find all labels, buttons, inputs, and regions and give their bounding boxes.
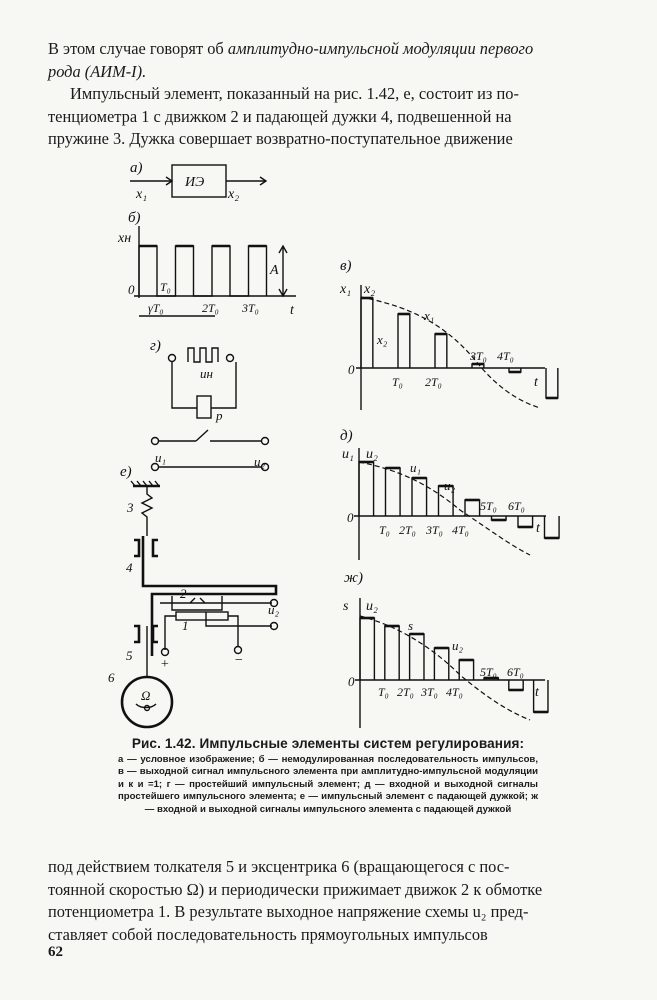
label-e: е)	[120, 464, 132, 480]
e-num-6: 6	[108, 670, 115, 685]
e-num-2: 2	[180, 586, 187, 601]
switch-contact	[196, 430, 208, 441]
p1-line2-emphasis: рода (АИМ-I).	[48, 61, 147, 81]
b-pulse-train	[139, 246, 267, 296]
e-falling-bar	[143, 536, 276, 656]
zh-3T0-label: 3T₀	[421, 685, 438, 699]
e-minus-label: −	[234, 653, 244, 668]
a-input-label: x₁	[136, 187, 148, 202]
e-num-3: 3	[127, 500, 134, 515]
d-curve-label: u₁	[410, 460, 422, 475]
b-y-label: xн	[118, 231, 132, 246]
caption-body: а — условное изображение; б — немодулированная последовательность импульсов, в — выходной сигнал импульсного элемента при амплитудно-импульсной модуляции и к и =1; г — простейший импульсный элемент; д — входной и выходной сигналы простейшего импульсного элемента; е — импульсный элемент с падающей дужкой; ж — входной и выходной сигналы импульсного элемента с падающей дужкой	[118, 754, 538, 815]
d-pulse-5	[465, 500, 480, 516]
e-wiper	[160, 596, 240, 610]
zh-y2-label: u₂	[366, 599, 378, 614]
label-g: г)	[150, 338, 161, 354]
v-y2-label: x₂	[364, 282, 376, 297]
zh-5T0-label: 5T₀	[480, 665, 497, 679]
d-zero: 0	[347, 510, 354, 525]
paragraph-3	[48, 856, 614, 946]
p3-line4: ставляет собой последовательность прямоугольных импульсов	[48, 924, 488, 944]
label-v: в)	[340, 258, 352, 274]
b-amplitude-label: A	[270, 263, 279, 278]
page-number: 62	[48, 944, 63, 960]
v-4T0-label: 4T₀	[497, 349, 514, 363]
d-3T0-label: 3T₀	[426, 523, 443, 537]
e-supply-wires	[165, 616, 238, 650]
label-b: б)	[128, 210, 141, 226]
label-a: а)	[130, 160, 143, 176]
p1-line3: Импульсный элемент, показанный на рис. 1.42, е, состоит из по-	[70, 84, 519, 104]
d-pulse-3	[412, 478, 427, 516]
v-curve-label: x₁	[424, 308, 435, 323]
zh-y1-label: s	[343, 599, 349, 614]
d-6T0-label: 6T₀	[508, 499, 525, 513]
e-plus-label: +	[160, 657, 170, 672]
e-spring	[142, 486, 152, 536]
v-pulse-3	[435, 334, 447, 368]
zh-T0-label: T₀	[378, 685, 389, 699]
zh-pulse-label: u₂	[452, 638, 464, 653]
g-terminal-left	[169, 355, 176, 362]
zh-pulse-2	[385, 626, 399, 680]
d-pulse-2	[386, 468, 401, 516]
d-pulse-1	[359, 462, 374, 516]
g-control-pulses	[188, 348, 218, 362]
switch-u1-label: u₁	[155, 450, 167, 465]
v-3T0-label: 3T₀	[470, 349, 487, 363]
zh-6T0-label: 6T₀	[507, 665, 524, 679]
switch-u2-label: u₂	[254, 454, 266, 469]
zh-pulse-3	[410, 634, 424, 680]
zh-curve-label: s	[408, 618, 414, 633]
e-num-4: 4	[126, 560, 133, 575]
zh-pulse-7	[509, 680, 523, 690]
b-3T0-label: 3T₀	[242, 301, 259, 315]
zh-pulse-4	[434, 648, 448, 680]
d-5T0-label: 5T₀	[480, 499, 497, 513]
e-guide-upper	[134, 540, 158, 556]
d-T0-label: T₀	[379, 523, 390, 537]
a-output-label: x₂	[228, 187, 240, 202]
g-terminal-right	[227, 355, 234, 362]
v-pulse-label: x₂	[377, 332, 388, 347]
v-pulse-2	[398, 314, 410, 368]
switch-terminal-2	[262, 438, 269, 445]
v-T0-label: T₀	[392, 375, 403, 389]
d-4T0-label: 4T₀	[452, 523, 469, 537]
switch-terminal-1	[152, 438, 159, 445]
p3-line2: тоянной скоростью Ω) и периодически прижимает движок 2 к обмотке	[48, 879, 543, 899]
e-omega-label: Ω	[141, 688, 151, 703]
zh-pulse-1	[360, 618, 374, 680]
b-gamma-label: γT₀	[148, 301, 164, 315]
d-2T0-label: 2T₀	[399, 523, 416, 537]
zh-t-label: t	[535, 685, 539, 700]
g-relay-coil	[197, 396, 211, 418]
zh-pulse-5	[459, 660, 473, 680]
v-2T0-label: 2T₀	[425, 375, 442, 389]
box-label: ИЭ	[185, 175, 205, 190]
p1-line1-emphasis: амплитудно-импульсной модуляции первого	[227, 39, 534, 58]
v-y1-label: x₁	[340, 282, 352, 297]
e-u2-label: u₂	[268, 602, 280, 617]
v-t-label: t	[534, 375, 538, 390]
d-y2-label: u₂	[366, 447, 378, 462]
p1-line5: пружине 3. Дужка совершает возвратно-поступательное движение	[48, 129, 513, 149]
b-zero: 0	[128, 282, 135, 297]
e-num-1: 1	[182, 618, 189, 633]
b-T0-label: T₀	[160, 280, 171, 294]
d-pulse-8	[545, 516, 560, 538]
v-pulse-1	[361, 298, 373, 368]
caption-title: Рис. 1.42. Импульсные элементы систем регулирования:	[131, 736, 525, 751]
p1-line1-start: В этом случае говорят об	[48, 39, 228, 58]
d-t-label: t	[536, 521, 540, 536]
d-pulse-label: u₂	[444, 478, 456, 493]
e-num-5: 5	[126, 648, 133, 663]
g-un-label: uн	[200, 366, 213, 381]
d-u1-curve	[359, 462, 530, 555]
p1-line4: тенциометра 1 с движком 2 и падающей дужки 4, подвешенной на	[48, 106, 512, 126]
p3-line3: потенциометра 1. В результате выходное напряжение схемы u₂ пред-	[48, 902, 529, 922]
e-wire-u2-lower	[206, 612, 272, 626]
zh-zero: 0	[348, 674, 355, 689]
label-zh: ж)	[344, 570, 363, 586]
v-pulses	[361, 298, 558, 398]
d-pulse-7	[518, 516, 533, 527]
b-t-label: t	[290, 303, 294, 318]
v-pulse-6	[546, 368, 558, 398]
zh-2T0-label: 2T₀	[397, 685, 414, 699]
b-2T0-label: 2T₀	[202, 301, 219, 315]
zh-4T0-label: 4T₀	[446, 685, 463, 699]
d-y1-label: u₁	[342, 447, 354, 462]
p3-line1: под действием толкателя 5 и эксцентрика 6 (вращающегося с пос-	[48, 857, 510, 876]
label-d: д)	[340, 428, 353, 444]
figure-caption	[118, 736, 538, 816]
e-guide-lower	[134, 626, 158, 642]
v-zero: 0	[348, 362, 355, 377]
g-relay-label: р	[216, 408, 223, 423]
